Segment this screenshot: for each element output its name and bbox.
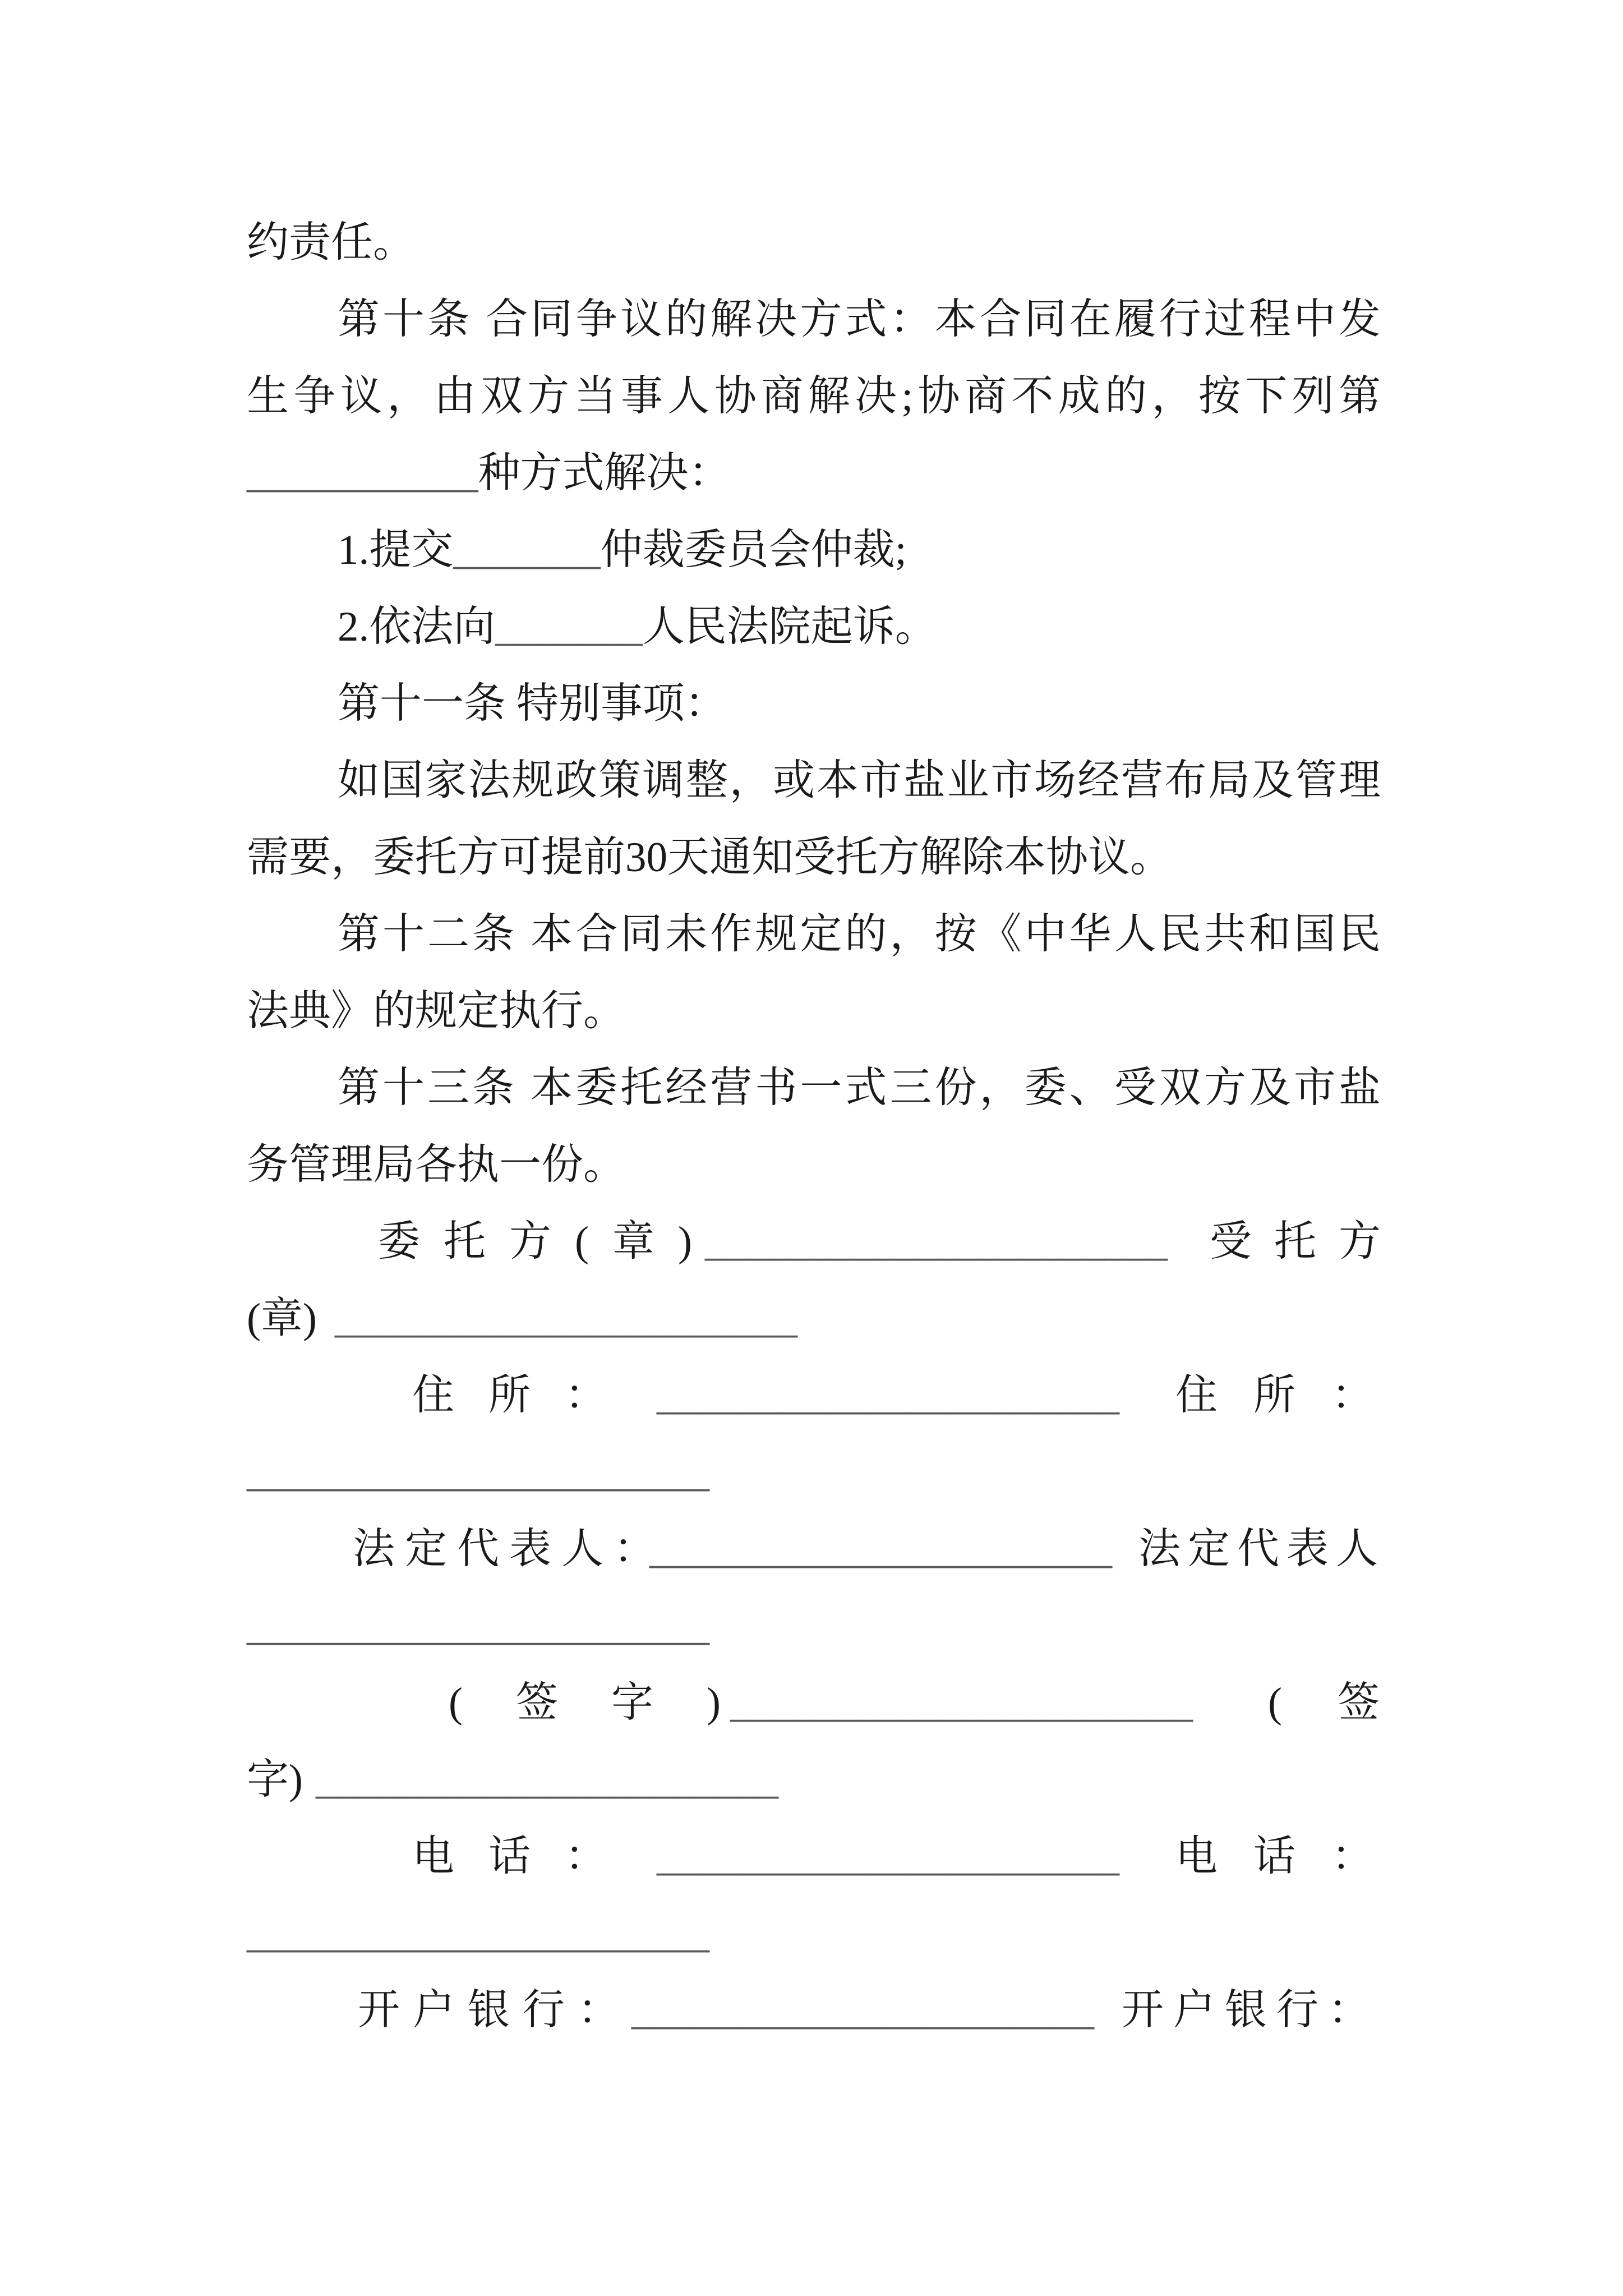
agent-address-label: 住所： bbox=[1175, 1372, 1410, 1419]
signature-row-seal bbox=[247, 1203, 1404, 1280]
signature-row-address bbox=[247, 1357, 1410, 1434]
agent-sign-label-cont: 字) bbox=[247, 1756, 303, 1803]
court-name-blank: _______ bbox=[495, 604, 643, 650]
agent-phone-label: 电话： bbox=[1175, 1833, 1410, 1880]
clause-10-line-3 bbox=[247, 435, 1381, 512]
agent-seal-blank: ______________________ bbox=[335, 1295, 797, 1342]
principal-phone-blank: ______________________ bbox=[657, 1833, 1119, 1880]
signature-row-sign bbox=[247, 1664, 1435, 1741]
signature-row-legal-rep-cont bbox=[247, 1588, 1381, 1664]
agent-sign-blank: ______________________ bbox=[316, 1756, 778, 1803]
method-choice-blank: ___________ bbox=[247, 450, 478, 496]
principal-legal-rep-label: 法定代表人： bbox=[353, 1526, 666, 1572]
principal-sign-blank: ______________________ bbox=[730, 1680, 1193, 1726]
clause-11-heading: 第十一条 特别事项： bbox=[338, 680, 727, 727]
clause-11-line-2: 需要，委托方可提前30天通知受托方解除本协议。 bbox=[247, 834, 1173, 881]
signature-row-bank bbox=[247, 1972, 1381, 2049]
clause-12-line-2: 法典》的规定执行。 bbox=[247, 988, 626, 1034]
clause-9-tail: 约责任。 bbox=[247, 219, 416, 266]
agent-bank-label: 开户银行： bbox=[1122, 1987, 1380, 2033]
agent-legal-rep-label: 法定代表人 bbox=[1138, 1526, 1386, 1572]
signature-row-phone bbox=[247, 1818, 1410, 1895]
clause-13-line-1: 第十三条 本委托经营书一式三份，委、受双方及市盐 bbox=[338, 1065, 1381, 1111]
agent-address-blank: ______________________ bbox=[247, 1449, 709, 1496]
clause-10-line-3-text: 种方式解决： bbox=[478, 450, 731, 496]
option-1-suffix: 仲裁委员会仲裁; bbox=[600, 527, 907, 573]
agent-sign-label: (签 bbox=[1268, 1680, 1435, 1726]
signature-row-legal-rep bbox=[247, 1511, 1386, 1588]
clause-12-line-1: 第十二条 本合同未作规定的，按《中华人民共和国民 bbox=[338, 911, 1381, 958]
principal-legal-rep-blank: ______________________ bbox=[649, 1526, 1112, 1572]
signature-row-phone-cont bbox=[247, 1895, 1381, 1972]
principal-seal-label: 委托方(章) bbox=[378, 1218, 716, 1265]
arbitration-commission-blank: _______ bbox=[453, 527, 601, 573]
clause-11-line-1: 如国家法规政策调整，或本市盐业市场经营布局及管理 bbox=[338, 757, 1381, 804]
agent-seal-label: 受托方 bbox=[1210, 1218, 1404, 1265]
signature-row-sign-cont bbox=[247, 1741, 1381, 1818]
principal-address-blank: ______________________ bbox=[657, 1372, 1119, 1419]
signature-row-address-cont bbox=[247, 1434, 1381, 1511]
principal-seal-blank: ______________________ bbox=[705, 1218, 1168, 1265]
dispute-option-arbitration bbox=[247, 512, 1381, 588]
principal-bank-blank: ______________________ bbox=[631, 1987, 1094, 2033]
principal-sign-label: (签字) bbox=[449, 1680, 774, 1726]
agent-seal-label-cont: (章) bbox=[247, 1295, 317, 1342]
clause-13-line-2: 务管理局各执一份。 bbox=[247, 1142, 626, 1188]
clause-10-line-2: 生争议，由双方当事人协商解决;协商不成的，按下列第 bbox=[247, 373, 1381, 420]
signature-row-seal-cont bbox=[247, 1280, 1381, 1357]
principal-bank-label: 开户银行： bbox=[358, 1987, 633, 2033]
clause-10-line-1: 第十条 合同争议的解决方式：本合同在履行过程中发 bbox=[338, 296, 1381, 343]
dispute-option-court bbox=[247, 588, 1381, 665]
principal-phone-label: 电话： bbox=[412, 1833, 642, 1880]
option-1-prefix: 1.提交 bbox=[338, 527, 454, 573]
option-2-suffix: 人民法院起诉。 bbox=[642, 604, 937, 650]
document-body bbox=[247, 204, 1435, 2049]
agent-phone-blank: ______________________ bbox=[247, 1910, 709, 1957]
principal-address-label: 住所： bbox=[412, 1372, 642, 1419]
option-2-prefix: 2.依法向 bbox=[338, 604, 496, 650]
agent-legal-rep-blank: ______________________ bbox=[247, 1603, 709, 1649]
